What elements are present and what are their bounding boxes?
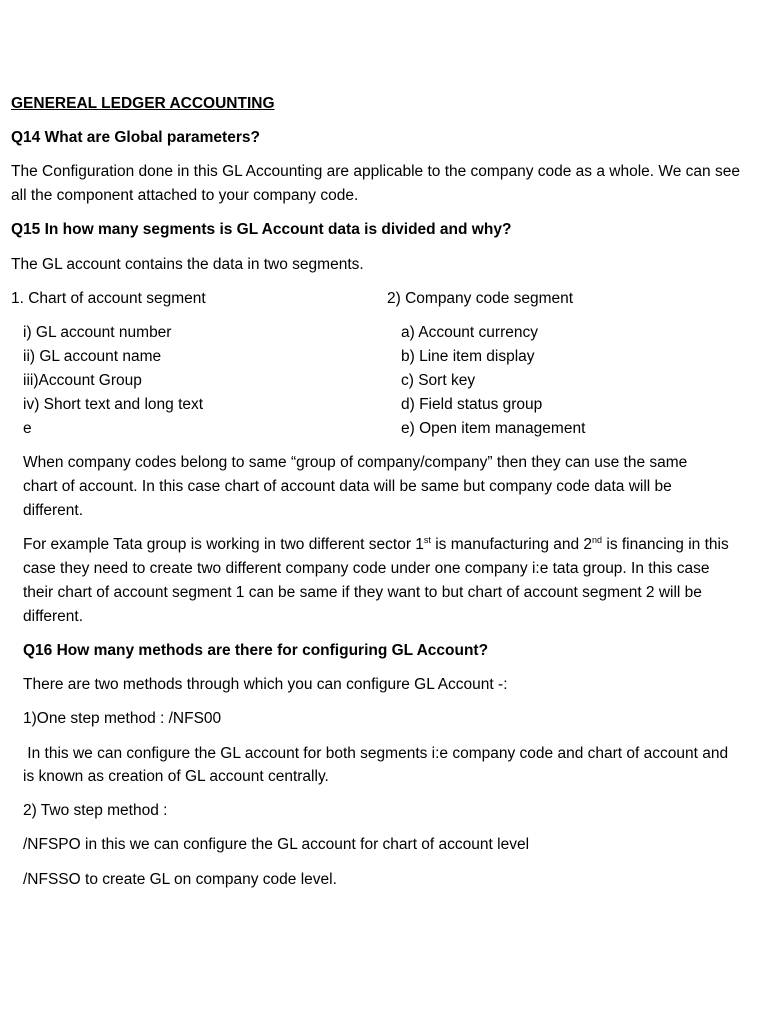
paragraph-1-line: chart of account. In this case chart of account data will be same but company code data will be (23, 478, 672, 495)
method-2-title: 2) Two step method : (23, 802, 168, 819)
ordinal-superscript: st (423, 534, 431, 545)
segment-2-title: 2) Company code segment (387, 290, 574, 307)
method-1-title: 1)One step method : /NFS00 (23, 710, 222, 727)
q15-intro: The GL account contains the data in two segments. (11, 256, 364, 273)
paragraph-1-line: different. (23, 502, 84, 519)
paragraph-2-text: is financing in this (602, 536, 729, 553)
segment-1-title: 1. Chart of account segment (11, 290, 206, 307)
segment-2-item: d) Field status group (401, 396, 543, 413)
method-1-desc-line-2: is known as creation of GL account centrally. (23, 768, 329, 785)
paragraph-2-line-3: their chart of account segment 1 can be same if they want to but chart of account segment 2 will be (23, 584, 702, 601)
segment-1-item: ii) GL account name (23, 348, 162, 365)
paragraph-2-line-2: case they need to create two different company code under one company i:e tata group. In this case (23, 560, 710, 577)
q16-question: Q16 How many methods are there for configuring GL Account? (23, 642, 489, 659)
method-2-step-2: /NFSSO to create GL on company code level. (23, 871, 337, 888)
segment-2-item: a) Account currency (401, 324, 538, 341)
method-1-desc-line-1: In this we can configure the GL account for both segments i:e company code and chart of account and (23, 745, 729, 762)
paragraph-1-line: When company codes belong to same “group of company/company” then they can use the same (23, 454, 688, 471)
method-2-step-1: /NFSPO in this we can configure the GL account for chart of account level (23, 836, 530, 853)
q14-question: Q14 What are Global parameters? (11, 129, 260, 146)
paragraph-2-line-1 (23, 533, 729, 557)
q16-intro: There are two methods through which you can configure GL Account -: (23, 676, 508, 693)
q14-answer-line-1: The Configuration done in this GL Accounting are applicable to the company code as a whole. We can see (11, 163, 740, 180)
segment-1-item: e (23, 420, 32, 437)
q14-answer-line-2: all the component attached to your company code. (11, 187, 359, 204)
q15-question: Q15 In how many segments is GL Account data is divided and why? (11, 221, 512, 238)
ordinal-superscript: nd (592, 534, 603, 545)
document-heading: GENEREAL LEDGER ACCOUNTING (11, 95, 275, 112)
paragraph-2-line-4: different. (23, 608, 84, 625)
segment-1-item: i) GL account number (23, 324, 172, 341)
segment-2-item: e) Open item management (401, 420, 586, 437)
segment-2-item: b) Line item display (401, 348, 535, 365)
paragraph-2-text: is manufacturing and 2 (430, 536, 593, 553)
segment-1-item: iii)Account Group (23, 372, 142, 389)
paragraph-2-text: For example Tata group is working in two different sector 1 (23, 536, 424, 553)
segment-1-item: iv) Short text and long text (23, 396, 204, 413)
segment-2-item: c) Sort key (401, 372, 476, 389)
